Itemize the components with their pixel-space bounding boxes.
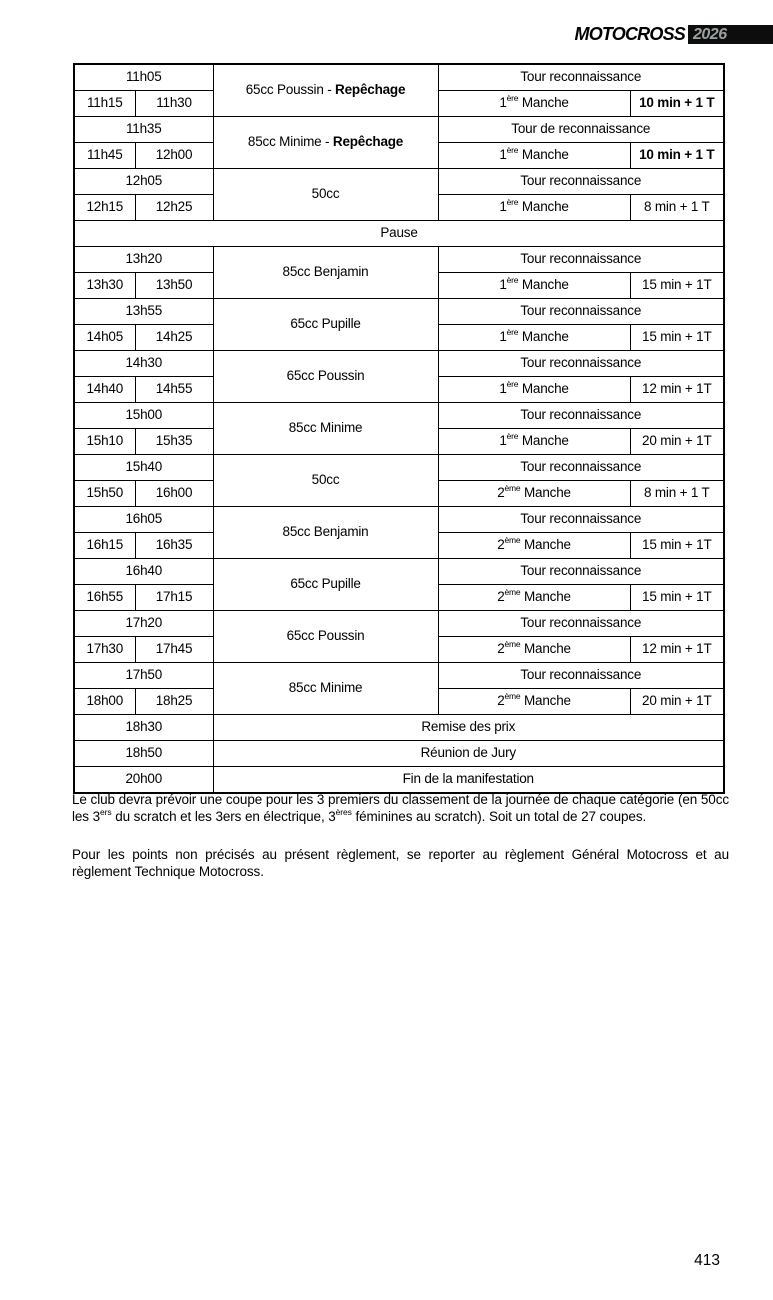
schedule-block-row-1 [74, 64, 724, 91]
manche-ordinal-sup: ère [506, 326, 519, 337]
time-end-cell: 14h25 [135, 325, 213, 351]
closing-row [74, 715, 724, 741]
tour-cell: Tour reconnaissance [438, 169, 724, 195]
time-start-cell: 11h15 [74, 91, 135, 117]
category-label: 65cc Poussin [286, 628, 365, 644]
category-label: 85cc Benjamin [282, 264, 369, 280]
tour-cell: Tour reconnaissance [438, 611, 724, 637]
time-end-cell: 18h25 [135, 689, 213, 715]
category-label: 65cc Pupille [290, 316, 361, 332]
time-end-cell: 13h50 [135, 273, 213, 299]
tour-cell: Tour reconnaissance [438, 247, 724, 273]
page-header [0, 25, 773, 44]
tour-cell: Tour reconnaissance [438, 663, 724, 689]
manche-cell: 1ère Manche [438, 91, 630, 117]
tour-cell: Tour reconnaissance [438, 403, 724, 429]
time-start-cell: 13h30 [74, 273, 135, 299]
duration-cell: 20 min + 1T [630, 689, 724, 715]
category-cell [213, 299, 438, 351]
year-badge [688, 25, 773, 44]
schedule-block-row-1 [74, 403, 724, 429]
category-cell [213, 351, 438, 403]
category-label: 50cc [311, 186, 340, 202]
tour-cell: Tour reconnaissance [438, 64, 724, 91]
manche-cell: 1ère Manche [438, 143, 630, 169]
paragraph-superscript: ères [335, 806, 352, 817]
manche-ordinal-sup: ère [506, 274, 519, 285]
time-start-cell: 11h45 [74, 143, 135, 169]
duration-cell: 15 min + 1T [630, 273, 724, 299]
manche-ordinal-sup: ère [506, 430, 519, 441]
manche-cell: 1ère Manche [438, 325, 630, 351]
category-label: 65cc Poussin - [245, 82, 336, 98]
category-label: 85cc Minime - [247, 134, 333, 150]
closing-label-cell: Remise des prix [213, 715, 724, 741]
category-cell [213, 663, 438, 715]
time-end-cell: 17h15 [135, 585, 213, 611]
time-end-cell: 14h55 [135, 377, 213, 403]
time-start-cell: 17h30 [74, 637, 135, 663]
schedule-block-row-1 [74, 351, 724, 377]
time-start-cell: 18h00 [74, 689, 135, 715]
duration-cell: 12 min + 1T [630, 377, 724, 403]
manche-cell: 1ère Manche [438, 273, 630, 299]
time-start-cell: 15h10 [74, 429, 135, 455]
manche-ordinal-sup: ème [504, 534, 521, 545]
time-end-cell: 11h30 [135, 91, 213, 117]
page-number: 413 [694, 1252, 720, 1269]
duration-cell: 15 min + 1T [630, 325, 724, 351]
manche-ordinal-sup: ère [506, 92, 519, 103]
duration-cell: 15 min + 1T [630, 533, 724, 559]
manche-ordinal-sup: ème [504, 586, 521, 597]
duration-cell: 20 min + 1T [630, 429, 724, 455]
category-label: 50cc [311, 472, 340, 488]
manche-cell: 2ème Manche [438, 689, 630, 715]
schedule-block-row-1 [74, 663, 724, 689]
schedule-block-row-1 [74, 559, 724, 585]
pause-row [74, 221, 724, 247]
category-label-bold: Repêchage [335, 82, 406, 98]
category-cell [213, 169, 438, 221]
time-main-cell: 12h05 [74, 169, 213, 195]
time-main-cell: 11h35 [74, 117, 213, 143]
manche-ordinal-sup: ème [504, 482, 521, 493]
category-cell [213, 247, 438, 299]
time-main-cell: 14h30 [74, 351, 213, 377]
category-cell [213, 403, 438, 455]
category-cell [213, 507, 438, 559]
duration-cell: 8 min + 1 T [630, 195, 724, 221]
manche-cell: 1ère Manche [438, 195, 630, 221]
time-end-cell: 12h00 [135, 143, 213, 169]
category-label-bold: Repêchage [332, 134, 404, 150]
closing-label-cell: Réunion de Jury [213, 741, 724, 767]
duration-cell: 15 min + 1T [630, 585, 724, 611]
regulation-note-paragraph: Pour les points non précisés au présent règlement, se reporter au règlement Général Motocross et au règlement Technique Motocross. [72, 846, 729, 879]
manche-cell: 1ère Manche [438, 377, 630, 403]
manche-cell: 1ère Manche [438, 429, 630, 455]
time-start-cell: 12h15 [74, 195, 135, 221]
tour-cell: Tour reconnaissance [438, 299, 724, 325]
manche-ordinal-sup: ère [506, 378, 519, 389]
closing-time-cell: 20h00 [74, 767, 213, 794]
time-main-cell: 13h55 [74, 299, 213, 325]
manche-cell: 2ème Manche [438, 533, 630, 559]
manche-cell: 2ème Manche [438, 585, 630, 611]
closing-label-cell: Fin de la manifestation [213, 767, 724, 794]
category-cell [213, 117, 438, 169]
manche-cell: 2ème Manche [438, 637, 630, 663]
time-start-cell: 16h55 [74, 585, 135, 611]
time-end-cell: 16h00 [135, 481, 213, 507]
category-label: 85cc Minime [288, 680, 363, 696]
time-end-cell: 12h25 [135, 195, 213, 221]
motocross-logo-text: MOTOCROSS [574, 24, 685, 44]
year-badge-label: 2026 [693, 26, 727, 43]
duration-cell: 12 min + 1T [630, 637, 724, 663]
category-cell [213, 455, 438, 507]
time-main-cell: 16h05 [74, 507, 213, 533]
time-start-cell: 14h05 [74, 325, 135, 351]
time-start-cell: 16h15 [74, 533, 135, 559]
tour-cell: Tour reconnaissance [438, 455, 724, 481]
time-end-cell: 15h35 [135, 429, 213, 455]
paragraph-superscript: ers [100, 806, 112, 817]
manche-ordinal-sup: ème [504, 690, 521, 701]
manche-ordinal-sup: ère [506, 144, 519, 155]
schedule-block-row-1 [74, 507, 724, 533]
category-label: 85cc Minime [288, 420, 363, 436]
time-end-cell: 16h35 [135, 533, 213, 559]
closing-time-cell: 18h30 [74, 715, 213, 741]
pause-cell: Pause [74, 221, 724, 247]
time-start-cell: 15h50 [74, 481, 135, 507]
tour-cell: Tour reconnaissance [438, 507, 724, 533]
schedule-block-row-1 [74, 117, 724, 143]
manche-ordinal-sup: ème [504, 638, 521, 649]
tour-cell: Tour reconnaissance [438, 559, 724, 585]
tour-cell: Tour reconnaissance [438, 351, 724, 377]
time-main-cell: 17h20 [74, 611, 213, 637]
time-main-cell: 11h05 [74, 64, 213, 91]
schedule-block-row-1 [74, 299, 724, 325]
category-label: 65cc Pupille [290, 576, 361, 592]
manche-cell: 2ème Manche [438, 481, 630, 507]
time-main-cell: 15h00 [74, 403, 213, 429]
time-main-cell: 16h40 [74, 559, 213, 585]
closing-row [74, 767, 724, 794]
time-end-cell: 17h45 [135, 637, 213, 663]
time-main-cell: 15h40 [74, 455, 213, 481]
time-main-cell: 13h20 [74, 247, 213, 273]
duration-cell: 10 min + 1 T [630, 143, 724, 169]
category-cell [213, 559, 438, 611]
duration-cell: 10 min + 1 T [630, 91, 724, 117]
schedule-block-row-1 [74, 169, 724, 195]
category-cell [213, 64, 438, 117]
closing-row [74, 741, 724, 767]
category-label: 65cc Poussin [286, 368, 365, 384]
manche-ordinal-sup: ère [506, 196, 519, 207]
schedule-block-row-1 [74, 247, 724, 273]
closing-time-cell: 18h50 [74, 741, 213, 767]
duration-cell: 8 min + 1 T [630, 481, 724, 507]
category-label: 85cc Benjamin [282, 524, 369, 540]
trophy-note-paragraph: Le club devra prévoir une coupe pour les 3 premiers du classement de la journée de chaque catégorie (en 50cc les 3ers du scratch et les 3ers en électrique, 3ères féminines au scratch). Soit un total de 27 coupes. [72, 791, 729, 824]
category-cell [213, 611, 438, 663]
time-start-cell: 14h40 [74, 377, 135, 403]
schedule-table-body [74, 64, 724, 793]
schedule-block-row-1 [74, 455, 724, 481]
time-main-cell: 17h50 [74, 663, 213, 689]
schedule-block-row-1 [74, 611, 724, 637]
schedule-table [73, 63, 725, 794]
tour-cell: Tour de reconnaissance [438, 117, 724, 143]
